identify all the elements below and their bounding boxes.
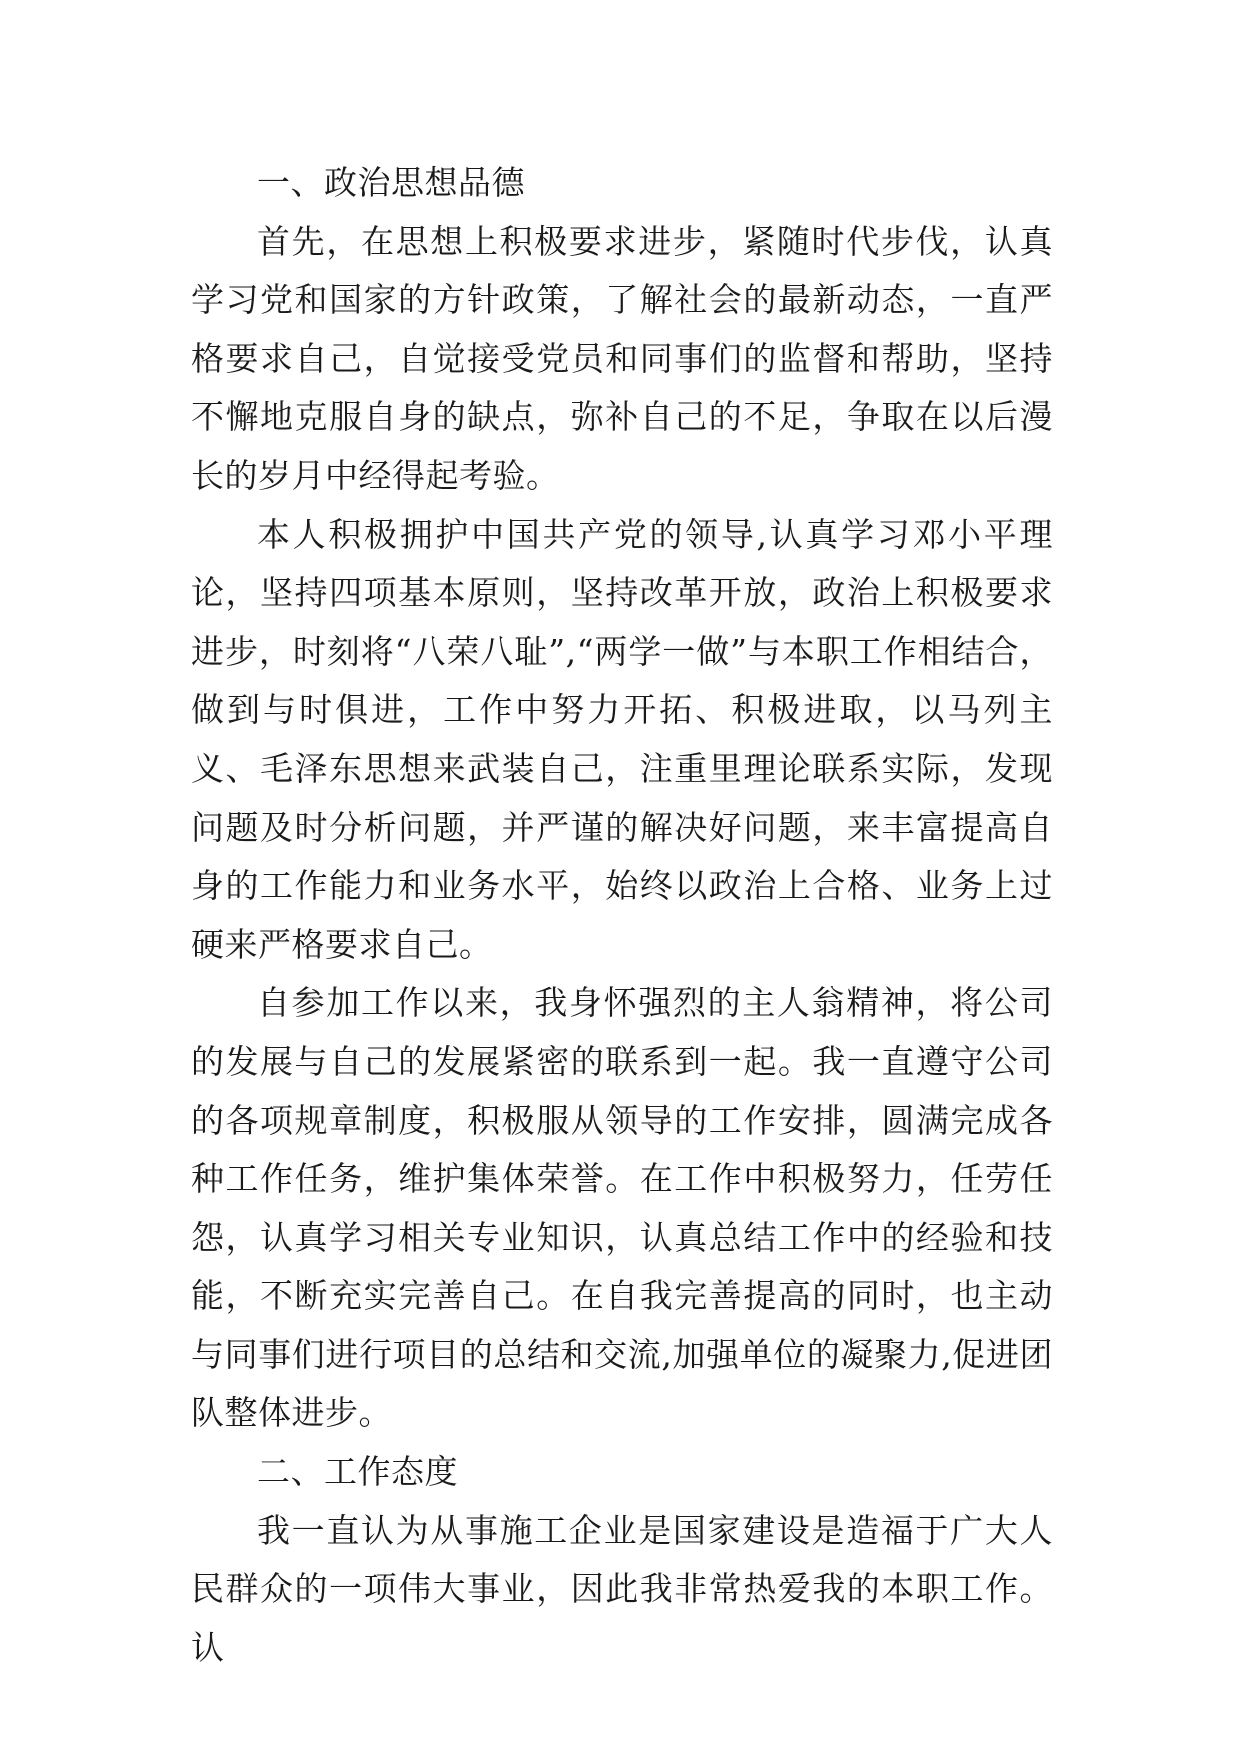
paragraph-thought-progress: 首先，在思想上积极要求进步，紧随时代步伐，认真学习党和国家的方针政策，了解社会的最新动态，一直严格要求自己，自觉接受党员和同事们的监督和帮助，坚持不懈地克服自身的缺点，弥补自己的不足，争取在以后漫长的岁月中经得起考验。 — [191, 221, 1053, 495]
section-heading-work-attitude: 二、工作态度 — [257, 1452, 458, 1492]
paragraph-construction-career: 我一直认为从事施工企业是国家建设是造福于广大人民群众的一项伟大事业，因此我非常热爱我的本职工作。认 — [191, 1510, 1053, 1667]
document-body — [191, 154, 1053, 1677]
paragraph-support-party: 本人积极拥护中国共产党的领导,认真学习邓小平理论，坚持四项基本原则，坚持改革开放，政治上积极要求进步，时刻将“八荣八耻”,“两学一做”与本职工作相结合，做到与时俱进，工作中努力开拓、积极进取，以马列主义、毛泽东思想来武装自己，注重里理论联系实际，发现问题及时分析问题，并严谨的解决好问题，来丰富提高自身的工作能力和业务水平，始终以政治上合格、业务上过硬来严格要求自己。 — [191, 514, 1053, 964]
section-heading-political: 一、政治思想品德 — [257, 163, 525, 202]
paragraph-work-since-joining: 自参加工作以来，我身怀强烈的主人翁精神，将公司的发展与自己的发展紧密的联系到一起。我一直遵守公司的各项规章制度，积极服从领导的工作安排，圆满完成各种工作任务，维护集体荣誉。在工作中积极努力，任劳任怨，认真学习相关专业知识，认真总结工作中的经验和技能，不断充实完善自己。在自我完善提高的同时，也主动与同事们进行项目的总结和交流,加强单位的凝聚力,促进团队整体进步。 — [191, 983, 1053, 1433]
